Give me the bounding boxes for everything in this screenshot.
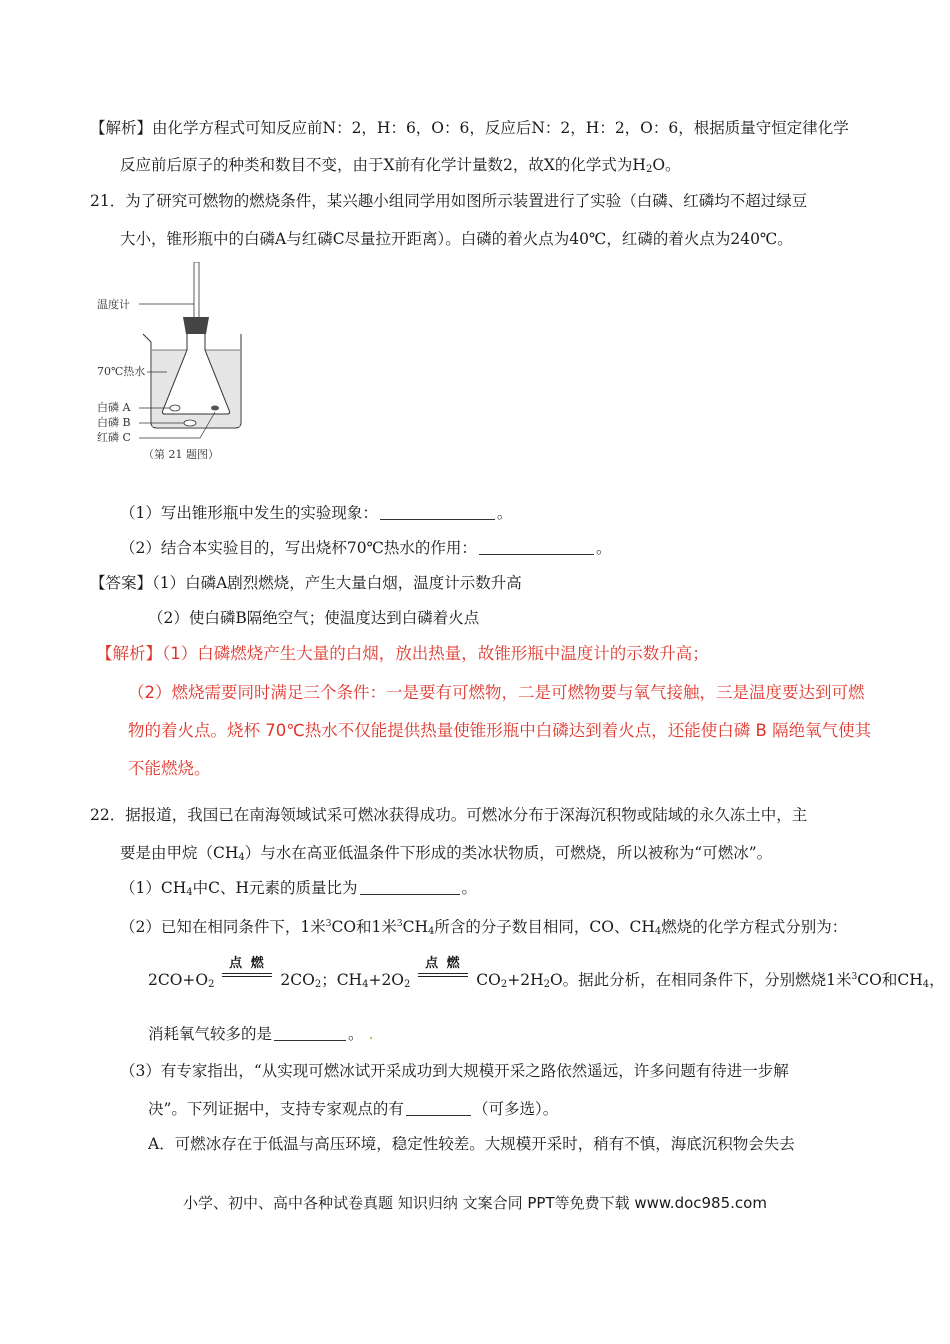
- question-21-line-2: 大小，锥形瓶中的白磷A与红磷C尽量拉开距离）。白磷的着火点为40℃，红磷的着火点为240℃。: [120, 230, 793, 248]
- white-phosphorus-b: [184, 420, 196, 426]
- q21-part-2: （2）结合本实验目的，写出烧杯70℃热水的作用： 。: [120, 539, 612, 557]
- red-analysis-line-1: 【解析】（1）白磷燃烧产生大量的白烟，放出热量，故锥形瓶中温度计的示数升高；: [96, 644, 709, 663]
- hot-water-label: 70℃热水: [97, 365, 146, 378]
- chemical-equations: $2CO+O_2$ 点 燃 $2CO_2$；$CH_4+2O_2$ 点 燃 $CO_2+2H_2O$。据此分析，在相同条件下，分别燃烧1米$^3$CO和$CH_4$，: [148, 956, 945, 990]
- analysis-line-2: 反应前后原子的种类和数目不变，由于X前有化学计量数2，故X的化学式为$H_2O$。: [120, 156, 681, 175]
- answer-blank[interactable]: [360, 880, 460, 895]
- stopper: [183, 317, 209, 334]
- q22-part-3-line-1: （3）有专家指出，“从实现可燃冰试开采成功到大规模开采之路依然遥远，许多问题有待进一步解: [120, 1062, 789, 1080]
- question-21-line-1: 21．为了研究可燃物的燃烧条件，某兴趣小组同学用如图所示装置进行了实验（白磷、红磷均不超过绿豆: [90, 192, 808, 210]
- label-b: 白磷 B: [97, 416, 131, 429]
- ignition-arrow: 点 燃: [418, 965, 468, 987]
- white-phosphorus-a: [170, 405, 180, 411]
- analysis-line-1: 【解析】由化学方程式可知反应前N：2，H：6，O：6，反应后N：2，H：2，O：6，根据质量守恒定律化学: [90, 119, 849, 137]
- answer-blank[interactable]: [479, 540, 594, 555]
- question-22-line-2: 要是由甲烷$(CH_4)$与水在高亚低温条件下形成的类冰状物质，可燃烧，所以被称为“可燃冰”。: [120, 844, 773, 863]
- answer-line-2: （2）使白磷B隔绝空气；使温度达到白磷着火点: [148, 609, 480, 627]
- red-analysis-line-4: 不能燃烧。: [128, 759, 211, 778]
- figure-caption: （第 21 题图）: [143, 448, 219, 461]
- label-c: 红磷 C: [97, 431, 131, 444]
- ignition-arrow: 点 燃: [222, 965, 272, 987]
- option-a: A．可燃冰存在于低温与高压环境，稳定性较差。大规模开采时，稍有不慎，海底沉积物会失去: [148, 1135, 795, 1153]
- q22-part-3-line-2: 决”。下列证据中，支持专家观点的有 （可多选）。: [148, 1100, 559, 1118]
- label-a: 白磷 A: [97, 401, 131, 414]
- red-phosphorus-c: [211, 406, 219, 411]
- q21-part-1: （1）写出锥形瓶中发生的实验现象： 。: [120, 504, 513, 522]
- experiment-figure: [95, 262, 245, 462]
- q22-part-1: $(1)CH_4$中C、H元素的质量比为 。: [120, 879, 478, 898]
- answer-line-1: 【答案】（1）白磷A剧烈燃烧，产生大量白烟，温度计示数升高: [90, 574, 522, 592]
- answer-blank[interactable]: [406, 1101, 471, 1116]
- red-analysis-line-2: （2）燃烧需要同时满足三个条件：一是要有可燃物，二是可燃物要与氧气接触，三是温度要达到可燃: [128, 683, 865, 702]
- q22-part-2-end: 消耗氧气较多的是 。 .: [148, 1025, 374, 1043]
- answer-blank[interactable]: [380, 505, 495, 520]
- thermometer-label: 温度计: [97, 298, 130, 311]
- red-analysis-line-3: 物的着火点。烧杯 70℃热水不仅能提供热量使锥形瓶中白磷达到着火点，还能使白磷 B 隔绝氧气使其: [128, 721, 872, 740]
- question-22-line-1: 22．据报道，我国已在南海领域试采可燃冰获得成功。可燃冰分布于深海沉积物或陆域的永久冻土中，主: [90, 806, 808, 824]
- page-footer: 小学、初中、高中各种试卷真题 知识归纳 文案合同 PPT等免费下载 www.doc985.com: [183, 1194, 767, 1212]
- q22-part-2: （2）已知在相同条件下，1米$^3$CO和1米$^3CH_4$所含的分子数目相同，CO、$CH_4$燃烧的化学方程式分别为：: [120, 918, 848, 937]
- answer-blank[interactable]: [274, 1026, 346, 1041]
